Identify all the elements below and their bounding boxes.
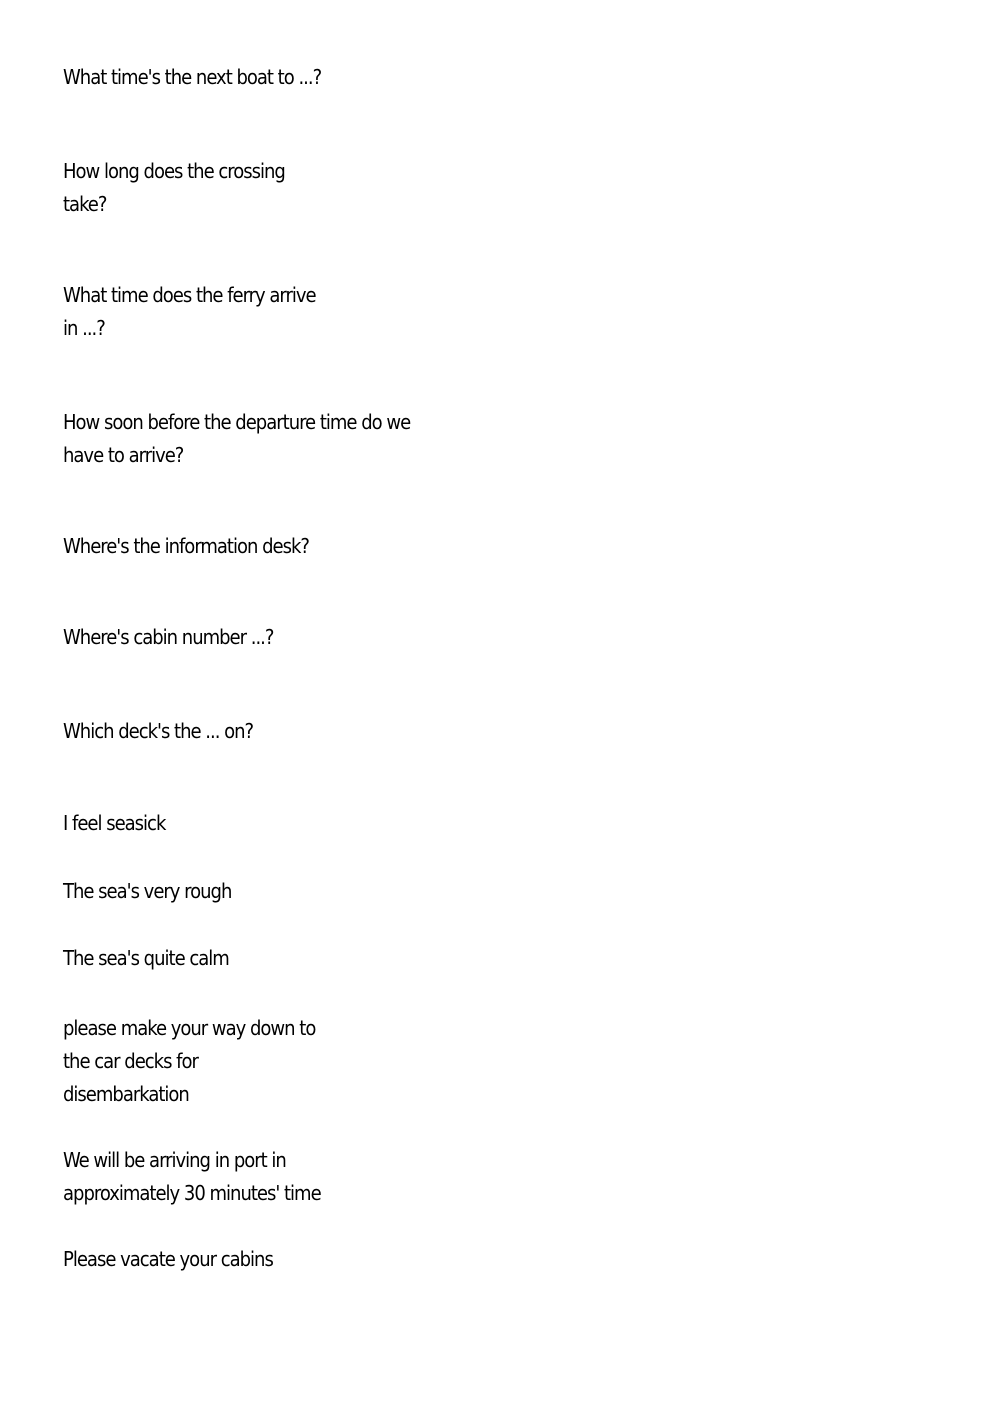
phrase-line: in ...? (63, 316, 105, 340)
phrase-line: please make your way down to (63, 1016, 316, 1040)
phrase-check-in-time (63, 406, 410, 472)
phrase-next-boat (63, 61, 321, 94)
phrase-line: We will be arriving in port in (63, 1148, 286, 1172)
phrase-line: Which deck's the ... on? (63, 719, 254, 743)
phrase-crossing-duration (63, 155, 285, 221)
phrase-cabin-number (63, 621, 273, 654)
phrase-line: The sea's quite calm (63, 946, 229, 970)
phrase-line: What time does the ferry arrive (63, 283, 316, 307)
phrase-sea-calm (63, 942, 229, 975)
phrase-line: How soon before the departure time do we (63, 410, 411, 434)
phrase-car-decks (63, 1012, 315, 1111)
phrase-line: have to arrive? (63, 443, 184, 467)
phrase-line: disembarkation (63, 1082, 189, 1106)
phrase-line: approximately 30 minutes' time (63, 1181, 321, 1205)
phrase-line: the car decks for (63, 1049, 198, 1073)
phrase-arriving-in-port (63, 1144, 321, 1210)
phrase-line: take? (63, 192, 107, 216)
phrase-information-desk (63, 530, 309, 563)
phrase-ferry-arrival (63, 279, 316, 345)
phrase-which-deck (63, 715, 253, 748)
phrase-line: Please vacate your cabins (63, 1247, 273, 1271)
phrase-line: What time's the next boat to ...? (63, 65, 322, 89)
phrase-line: The sea's very rough (63, 879, 232, 903)
phrase-line: Where's the information desk? (63, 534, 309, 558)
phrase-line: How long does the crossing (63, 159, 285, 183)
phrase-vacate-cabins (63, 1243, 273, 1276)
phrase-line: Where's cabin number ...? (63, 625, 274, 649)
phrase-line: I feel seasick (63, 811, 166, 835)
phrase-sea-rough (63, 875, 231, 908)
phrase-seasick (63, 807, 165, 840)
